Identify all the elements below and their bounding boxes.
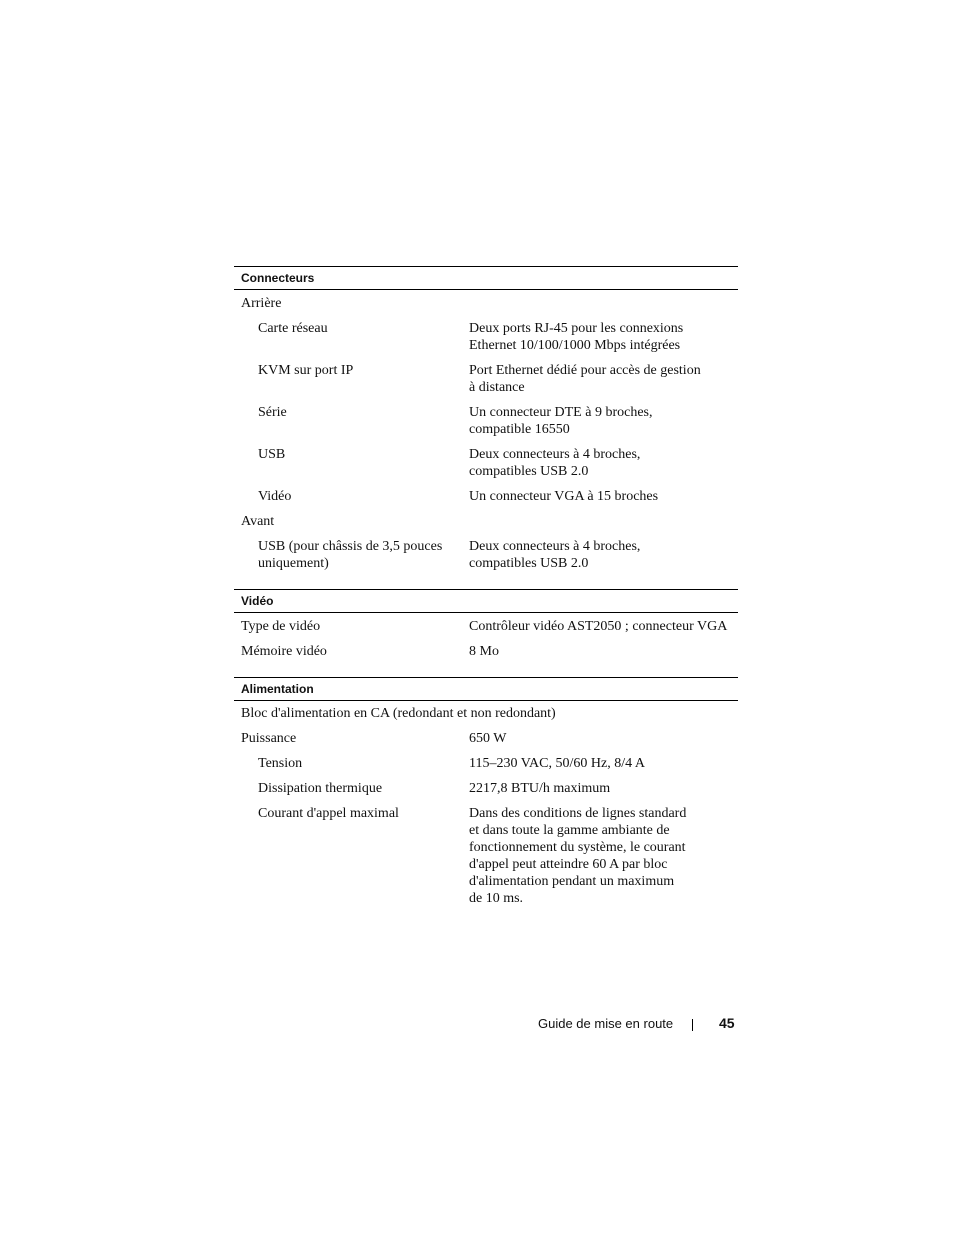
section-connecteurs [234, 266, 738, 571]
spec-value-line: Un connecteur DTE à 9 broches, [469, 405, 653, 420]
spec-value-line: de 10 ms. [469, 891, 524, 906]
spec-value-line: Deux ports RJ-45 pour les connexions [469, 321, 684, 336]
spec-value-line: 8 Mo [469, 644, 499, 659]
spec-value [469, 805, 739, 907]
spec-label: Dissipation thermique [258, 781, 383, 796]
spec-label: Tension [258, 756, 303, 771]
spec-value-line: et dans toute la gamme ambiante de [469, 823, 670, 838]
spec-value [469, 362, 739, 396]
spec-label: Puissance [241, 731, 297, 746]
spec-value-line: Port Ethernet dédié pour accès de gestion [469, 363, 701, 378]
spec-label-line: uniquement) [258, 556, 329, 571]
spec-value-line: Deux connecteurs à 4 broches, [469, 539, 641, 554]
spec-value-line: à distance [469, 380, 525, 395]
spec-value-line: Ethernet 10/100/1000 Mbps intégrées [469, 338, 681, 353]
page-number: 45 [719, 1015, 735, 1031]
spec-value-line: fonctionnement du système, le courant [469, 840, 686, 855]
spec-value [469, 643, 739, 660]
spec-value-line: compatible 16550 [469, 422, 570, 437]
footer-title: Guide de mise en route [538, 1016, 674, 1031]
spec-label: Type de vidéo [241, 619, 321, 634]
section-video [234, 589, 738, 659]
spec-value-line: 115–230 VAC, 50/60 Hz, 8/4 A [469, 756, 645, 771]
spec-label: KVM sur port IP [258, 363, 354, 378]
spec-value-line: d'alimentation pendant un maximum [469, 874, 675, 889]
page-footer [0, 1015, 954, 1035]
spec-value [469, 780, 739, 797]
group-label: Arrière [241, 296, 282, 311]
spec-value [469, 538, 739, 572]
section-heading: Alimentation [234, 677, 738, 701]
spec-label: Mémoire vidéo [241, 644, 327, 659]
spec-value [469, 320, 739, 354]
spec-value [469, 404, 739, 438]
spec-value-line: d'appel peut atteindre 60 A par bloc [469, 857, 668, 872]
spec-value [469, 446, 739, 480]
section-heading: Connecteurs [234, 266, 738, 290]
spec-value-line: compatibles USB 2.0 [469, 464, 589, 479]
spec-label: USB [258, 447, 286, 462]
spec-value [469, 618, 739, 635]
spec-label [258, 538, 453, 572]
spec-value [469, 755, 739, 772]
spec-label: Série [258, 405, 287, 420]
section-heading: Vidéo [234, 589, 738, 613]
spec-label: Vidéo [258, 489, 292, 504]
section-alimentation [234, 677, 738, 906]
spec-label: Courant d'appel maximal [258, 806, 399, 821]
spec-value-line: Un connecteur VGA à 15 broches [469, 489, 659, 504]
spec-value-line: compatibles USB 2.0 [469, 556, 589, 571]
spec-value-line: 650 W [469, 731, 507, 746]
spec-value-line: 2217,8 BTU/h maximum [469, 781, 611, 796]
spec-value [469, 730, 739, 747]
group-label: Avant [241, 514, 275, 529]
spec-label-line: USB (pour châssis de 3,5 pouces [258, 539, 443, 554]
group-label: Bloc d'alimentation en CA (redondant et non redondant) [241, 706, 556, 721]
spec-value-line: Dans des conditions de lignes standard [469, 806, 687, 821]
spec-value-line: Contrôleur vidéo AST2050 ; connecteur VGA [469, 619, 728, 634]
spec-label: Carte réseau [258, 321, 328, 336]
spec-value-line: Deux connecteurs à 4 broches, [469, 447, 641, 462]
footer-separator [692, 1019, 693, 1031]
spec-value [469, 488, 739, 505]
